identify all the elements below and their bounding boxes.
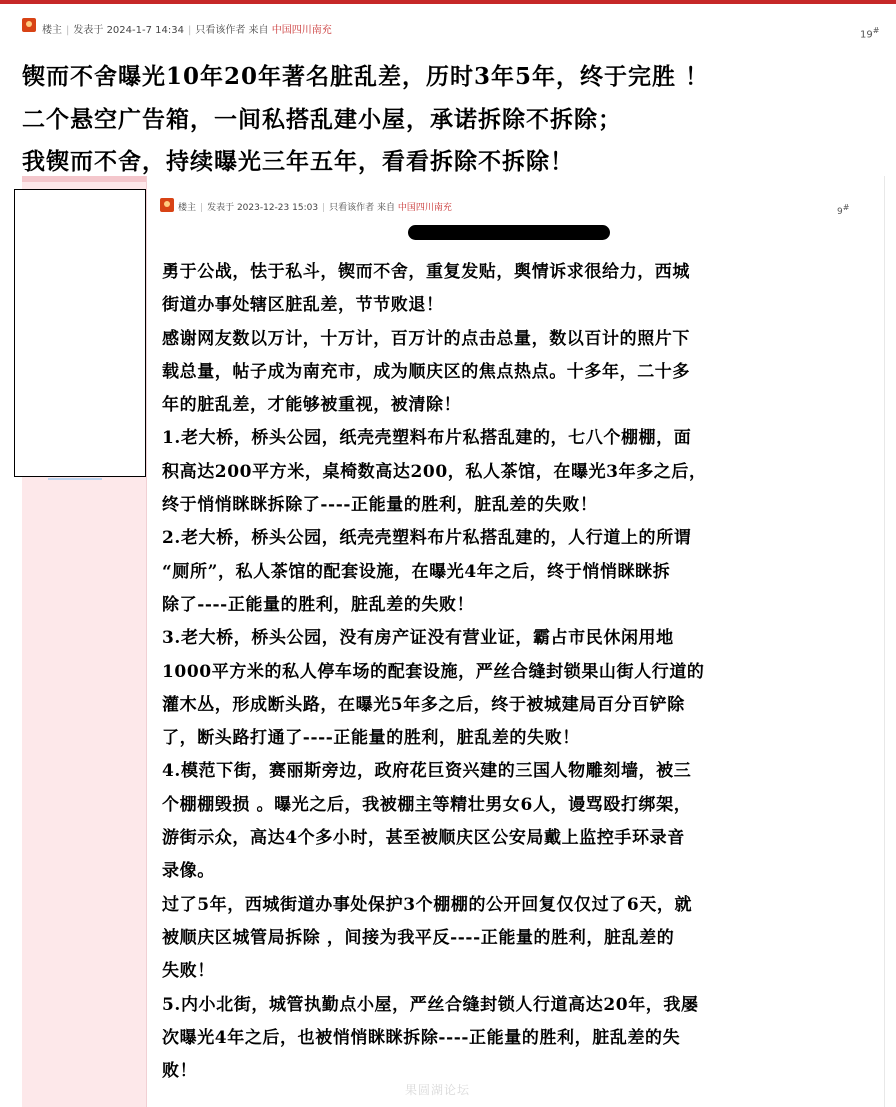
body-line: 败！	[162, 1061, 198, 1082]
right-divider	[884, 176, 885, 1107]
inner-posted-prefix: 发表于	[207, 203, 235, 213]
body-line: 录像。	[162, 861, 215, 882]
inner-post-meta: 楼主 | 发表于 2023-12-23 15:03 | 只看该作者 来自 中国四川南充	[178, 203, 452, 213]
body-line: 个棚棚毁损 。曝光之后，我被棚主等精壮男女6人，谩骂殴打绑架，	[162, 794, 692, 815]
body-line: 感谢网友数以万计，十万计，百万计的点击总量，数以百计的照片下	[162, 328, 690, 349]
body-line: 年的脏乱差，才能够被重视，被清除！	[162, 395, 462, 416]
post-meta: 楼主 | 发表于 2024-1-7 14:34 | 只看该作者 来自 中国四川南充	[42, 25, 332, 36]
posted-prefix: 发表于	[73, 25, 104, 36]
body-line: 次曝光4年之后，也被悄悄眯眯拆除----正能量的胜利，脏乱差的失	[162, 1027, 681, 1048]
body-line: 4.模范下街，赛丽斯旁边，政府花巨资兴建的三国人物雕刻墙，被三	[162, 761, 692, 782]
headline-line-2: 二个悬空广告箱，一间私搭乱建小屋，承诺拆除不拆除；	[22, 106, 622, 133]
body-line: 2.老大桥，桥头公园，纸壳壳塑料布片私搭乱建的，人行道上的所谓	[162, 528, 692, 549]
body-line: 除了----正能量的胜利，脏乱差的失败！	[162, 594, 475, 615]
inner-floor-number: 9#	[837, 203, 850, 217]
body-line: 游街示众，高达4个多小时，甚至被顺庆区公安局戴上监控手环录音	[162, 828, 685, 849]
body-line: 积高达200平方米，桌椅数高达200，私人茶馆，在曝光3年多之后，	[162, 461, 707, 482]
body-line: 5.内小北街，城管执勤点小屋，严丝合缝封锁人行道高达20年，我屡	[162, 994, 699, 1015]
body-line: 过了5年，西城街道办事处保护3个棚棚的公开回复仅仅过了6天，就	[162, 894, 693, 915]
inner-author-avatar-icon	[160, 198, 174, 212]
profile-underline	[48, 478, 102, 480]
body-line: 了，断头路打通了----正能量的胜利，脏乱差的失败！	[162, 728, 580, 749]
inner-only-author: 只看该作者	[329, 203, 375, 213]
headline-line-1: 锲而不舍曝光10年20年著名脏乱差，历时3年5年，终于完胜 ！	[22, 63, 710, 90]
from-label: 来自	[248, 25, 269, 36]
author-avatar-icon[interactable]	[22, 18, 36, 32]
body-line: 终于悄悄眯眯拆除了----正能量的胜利，脏乱差的失败！	[162, 495, 598, 516]
floor-number[interactable]: 19#	[860, 26, 880, 41]
body-line: 街道办事处辖区脏乱差，节节败退！	[162, 295, 444, 316]
body-line: 被顺庆区城管局拆除 ，间接为我平反----正能量的胜利，脏乱差的	[162, 927, 675, 948]
body-line: “厕所”，私人茶馆的配套设施，在曝光4年之后，终于悄悄眯眯拆	[162, 561, 671, 582]
body-line: 勇于公战，怯于私斗，锲而不舍，重复发贴，舆情诉求很给力，西城	[162, 262, 690, 282]
post-header	[0, 4, 896, 44]
forum-watermark: 果圆湖论坛	[405, 1083, 471, 1097]
headline-line-3: 我锲而不舍，持续曝光三年五年，看看拆除不拆除！	[22, 148, 574, 175]
author-profile-box	[14, 189, 146, 477]
location-text: 中国四川南充	[271, 25, 332, 36]
body-line: 3.老大桥，桥头公园，没有房产证没有营业证，霸占市民休闲用地	[162, 628, 674, 649]
only-author-link[interactable]: 只看该作者	[195, 25, 246, 36]
redaction-bar	[408, 225, 610, 240]
body-line: 1000平方米的私人停车场的配套设施，严丝合缝封锁果山街人行道的	[162, 661, 705, 682]
body-line: 载总量，帖子成为南充市，成为顺庆区的焦点热点。十多年，二十多	[162, 361, 690, 382]
body-line: 1.老大桥，桥头公园，纸壳壳塑料布片私搭乱建的，七八个棚棚，面	[162, 428, 692, 449]
inner-from-label: 来自	[377, 203, 396, 213]
body-line: 灌木丛，形成断头路，在曝光5年多之后，终于被城建局百分百铲除	[162, 694, 685, 715]
body-line: 失败！	[162, 961, 215, 982]
posted-time: 2024-1-7 14:34	[106, 25, 184, 36]
inner-author-label: 楼主	[178, 203, 197, 213]
author-label[interactable]: 楼主	[42, 25, 62, 36]
inner-posted-time: 2023-12-23 15:03	[236, 203, 319, 213]
inner-post-body	[162, 256, 862, 1088]
inner-location-text: 中国四川南充	[397, 203, 452, 213]
